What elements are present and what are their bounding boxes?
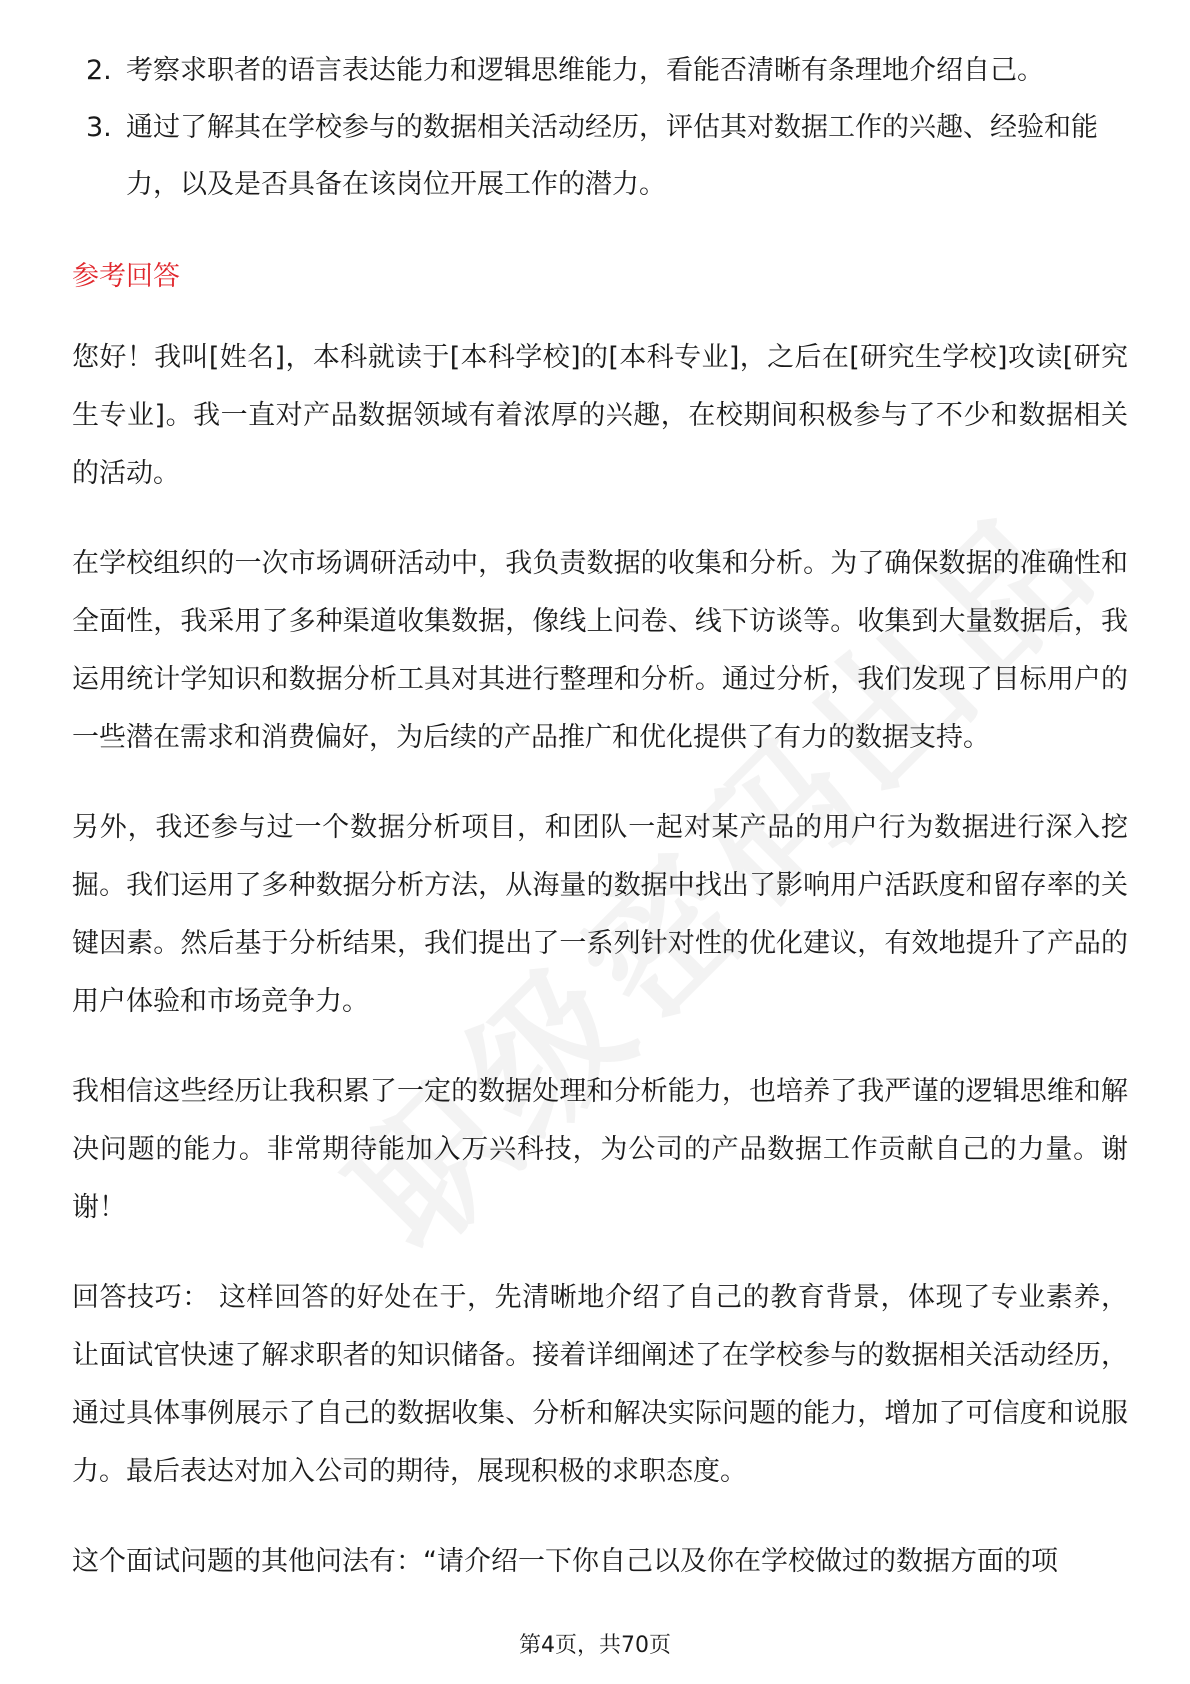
list-item-text: 考察求职者的语言表达能力和逻辑思维能力，看能否清晰有条理地介绍自己。 — [126, 55, 1044, 86]
page-content — [72, 42, 1128, 1591]
paragraph-alternative-questions: 这个面试问题的其他问法有：“请介绍一下你自己以及你在学校做过的数据方面的项 — [72, 1546, 1058, 1577]
section-heading: 参考回答 — [72, 261, 180, 292]
list-item-number: 3. — [86, 112, 112, 143]
paragraph-data-project: 另外，我还参与过一个数据分析项目，和团队一起对某产品的用户行为数据进行深入挖掘。我们运用了多种数据分析方法，从海量的数据中找出了影响用户活跃度和留存率的关键因素。然后基于分析结果，我们提出了一系列针对性的优化建议，有效地提升了产品的用户体验和市场竞争力。 — [72, 812, 1128, 1017]
list-item — [72, 42, 1128, 99]
numbered-list — [72, 42, 1128, 213]
paragraph-answer-tips: 回答技巧： 这样回答的好处在于，先清晰地介绍了自己的教育背景，体现了专业素养，让面试官快速了解求职者的知识储备。接着详细阐述了在学校参与的数据相关活动经历，通过具体事例展示了自己的数据收集、分析和解决实际问题的能力，增加了可信度和说服力。最后表达对加入公司的期待，展现积极的求职态度。 — [72, 1282, 1128, 1487]
paragraph-intro: 您好！我叫[姓名]，本科就读于[本科学校]的[本科专业]，之后在[研究生学校]攻读[研究生专业]。我一直对产品数据领域有着浓厚的兴趣，在校期间积极参与了不少和数据相关的活动。 — [72, 342, 1128, 489]
paragraph-closing: 我相信这些经历让我积累了一定的数据处理和分析能力，也培养了我严谨的逻辑思维和解决问题的能力。非常期待能加入万兴科技，为公司的产品数据工作贡献自己的力量。谢谢！ — [72, 1076, 1128, 1223]
paragraph-market-research: 在学校组织的一次市场调研活动中，我负责数据的收集和分析。为了确保数据的准确性和全面性，我采用了多种渠道收集数据，像线上问卷、线下访谈等。收集到大量数据后，我运用统计学知识和数据分析工具对其进行整理和分析。通过分析，我们发现了目标用户的一些潜在需求和消费偏好，为后续的产品推广和优化提供了有力的数据支持。 — [72, 548, 1128, 753]
list-item-number: 2. — [86, 55, 112, 86]
list-item — [72, 99, 1128, 213]
list-item-text: 通过了解其在学校参与的数据相关活动经历，评估其对数据工作的兴趣、经验和能力，以及是否具备在该岗位开展工作的潜力。 — [126, 112, 1098, 200]
page-footer: 第4页，共70页 — [519, 1633, 671, 1658]
